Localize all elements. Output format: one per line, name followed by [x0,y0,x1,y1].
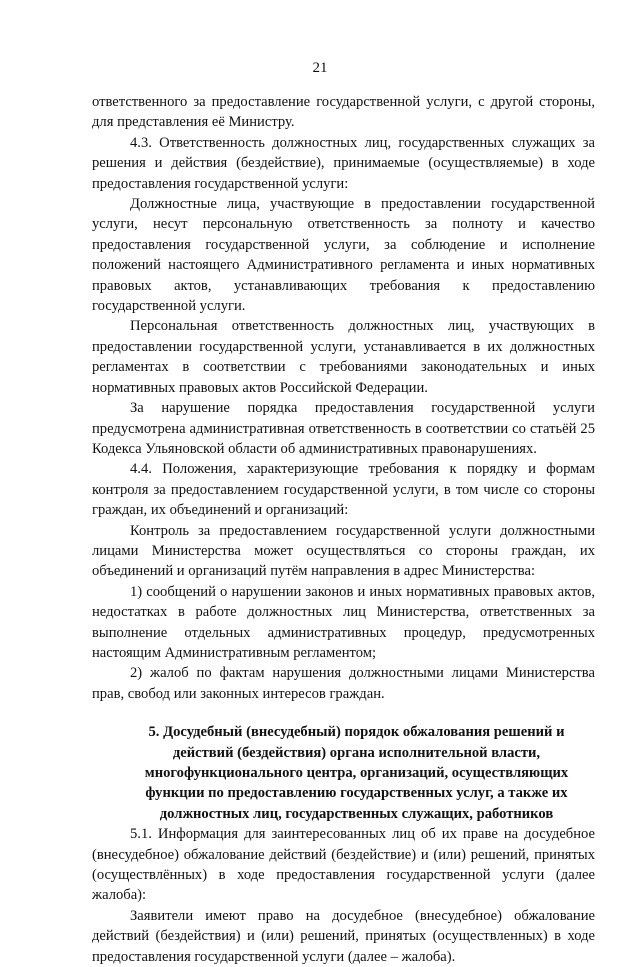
paragraph: За нарушение порядка предоставления государственной услуги предусмотрена административная ответственность в соответствии со статьёй 25 Кодекса Ульяновской области об административных правонарушениях. [92,400,595,457]
paragraph: 2) жалоб по фактам нарушения должностными лицами Министерства прав, свобод или законных интересов граждан. [92,665,595,702]
paragraph: 5.1. Информация для заинтересованных лиц об их праве на досудебное (внесудебное) обжалование действий (бездействие) и (или) решений, принятых (осуществлённых) в ходе предоставления государственной услуги (далее жалоба): [92,826,595,904]
paragraph: Контроль за предоставлением государственной услуги должностными лицами Министерства может осуществляться со стороны граждан, их объединений и организаций путём направления в адрес Министерства: [92,522,595,580]
section-heading-line: действий (бездействия) органа исполнительной власти, [172,744,541,761]
paragraph: Должностные лица, участвующие в предоставлении государственной услуги, несут персональную ответственность за полноту и качество предоставления государственной услуги, за соблюдение и исполнение положений настоящего Административного регламента и иных нормативных правовых актов, устанавливающих требования к предоставлению государственной услуги. [92,196,595,315]
section-heading-line: функции по предоставлению государственных услуг, а также их [145,785,568,802]
paragraph: 1) сообщений о нарушении законов и иных нормативных правовых актов, недостатках в работе должностных лиц Министерства, ответственных за выполнение отдельных административных процедур, предусмотренных настоящим Административным регламентом; [92,583,595,661]
page-number: 21 [312,60,328,76]
paragraph: 4.3. Ответственность должностных лиц, государственных служащих за решения и действия (бездействие), принимаемые (осуществляемые) в ходе предоставления государственной услуги: [92,134,595,192]
paragraph: 4.4. Положения, характеризующие требования к порядку и формам контроля за предоставлением государственной услуги, в том числе со стороны граждан, их объединений и организаций: [92,461,595,519]
document-body [92,92,595,967]
paragraph: Персональная ответственность должностных лиц, участвующих в предоставлении государственной услуги, устанавливается в их должностных регламентах в соответствии с требованиями законодательных и иных нормативных правовых актов Российской Федерации. [92,318,595,396]
paragraph: Заявители имеют право на досудебное (внесудебное) обжалование действий (бездействия) и (или) решений, принятых (осуществленных) в ходе предоставления государственной услуги (далее – жалоба). [92,907,595,965]
section-heading-line: многофункционального центра, организаций, осуществляющих [144,765,569,781]
paragraph: ответственного за предоставление государственной услуги, с другой стороны, для представления её Министру. [92,94,595,131]
section-heading-line: должностных лиц, государственных служащих, работников [159,805,554,822]
section-heading [92,722,595,824]
section-heading-line: 5. Досудебный (внесудебный) порядок обжалования решений и [148,724,565,741]
